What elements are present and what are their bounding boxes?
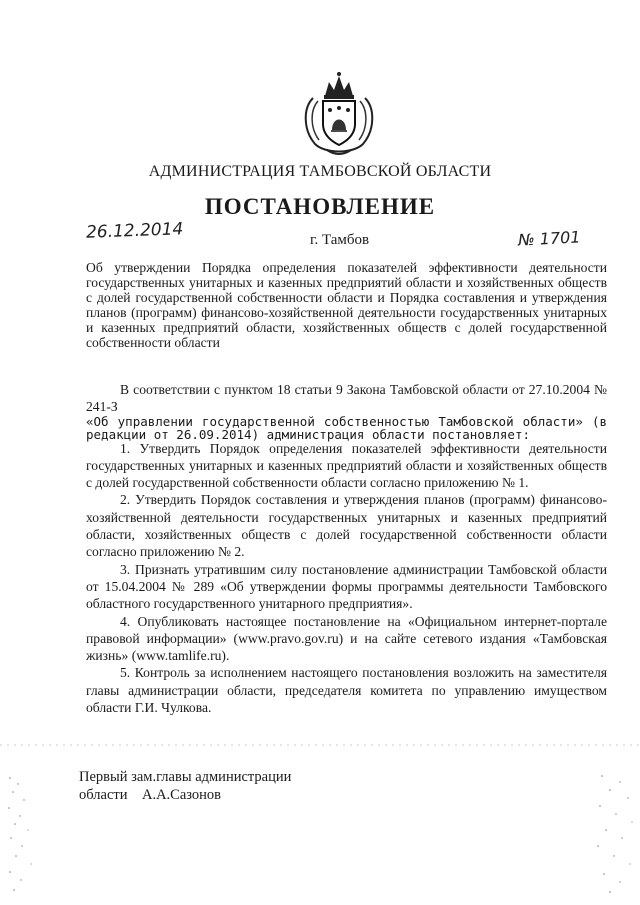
list-item: 4. Опубликовать настоящее постановление на «Официальном интернет-портале правовой информации» (www.pravo.gov.ru) и на сайте сетевого издания «Тамбовская жизнь» (www.tamlife.ru). <box>86 613 607 664</box>
signatory-position: Первый зам.главы администрации <box>79 769 292 785</box>
list-item: 2. Утвердить Порядок составления и утверждения планов (программ) финансово-хозяйственной деятельности государственных унитарных и казенных предприятий области, хозяйственных обществ с долей государственной собственности области согласно приложению № 2. <box>86 492 607 560</box>
intro-paragraph <box>86 381 607 441</box>
scan-noise-right <box>592 770 636 900</box>
list-item: 5. Контроль за исполнением настоящего постановления возложить на заместителя главы администрации области, председателя комитета по управлению имуществом области Г.И. Чулкова. <box>86 665 607 716</box>
signatory-name: области А.А.Сазонов <box>79 787 222 803</box>
signature-block <box>79 768 291 804</box>
list-item: 3. Признать утратившим силу постановление администрации Тамбовской области от 15.04.2004 № 289 «Об утверждении формы программы деятельности Тамбовского областного государственного унитарного предприятия». <box>86 561 607 612</box>
document-number: № 1701 <box>517 227 581 250</box>
list-item: 1. Утвердить Порядок определения показателей эффективности деятельности государственных унитарных и казенных предприятий области и хозяйственных обществ с долей государственной собственности области согласно приложению № 1. <box>86 440 607 491</box>
intro-overlay-text: «Об управлении государственной собственностью Тамбовской области» (в редакции от 26.09.2014) администрация области постановляет: <box>86 413 607 442</box>
scan-noise-band <box>0 742 640 748</box>
document-subject: Об утверждении Порядка определения показателей эффективности деятельности государственных унитарных и казенных предприятий области и хозяйственных обществ с долей государственной собственности области и Порядка составления и утверждения планов (программ) финансово-хозяйственной деятельности государственных унитарных и казенных предприятий области, хозяйственных обществ с долей государственной собственности области <box>86 260 607 350</box>
scan-noise-left <box>6 770 40 900</box>
document-date: 26.12.2014 <box>85 219 184 243</box>
document-body <box>86 381 607 716</box>
coat-of-arms-icon <box>299 68 379 160</box>
intro-text: В соответствии с пунктом 18 статьи 9 Закона Тамбовской области от 27.10.2004 № 241-З <box>86 382 607 415</box>
organization-name: АДМИНИСТРАЦИЯ ТАМБОВСКОЙ ОБЛАСТИ <box>148 163 492 180</box>
document-city: г. Тамбов <box>310 232 370 248</box>
document-title: ПОСТАНОВЛЕНИЕ <box>204 194 436 219</box>
